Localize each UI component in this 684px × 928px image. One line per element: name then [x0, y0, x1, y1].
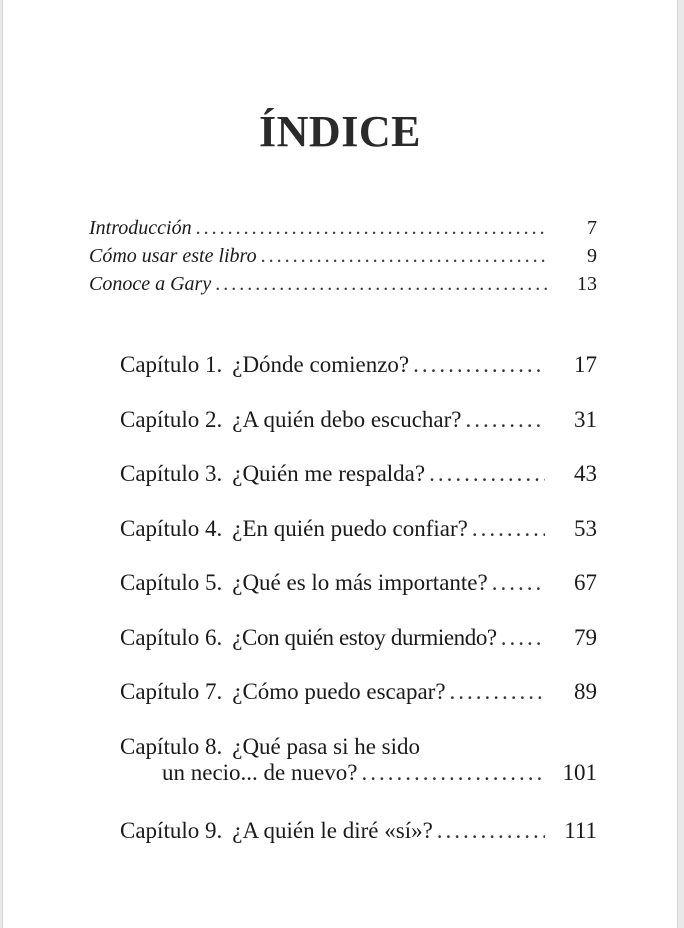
toc-page-number: 7 — [587, 217, 597, 239]
toc-page-number: 17 — [574, 352, 597, 377]
toc-page-number: 101 — [562, 759, 597, 785]
dot-leader — [215, 273, 549, 296]
toc-entry-meet-gary — [89, 273, 597, 301]
chapter-title: ¿Cómo puedo escapar? — [232, 679, 446, 704]
front-matter-list — [89, 217, 597, 301]
chapter-number: Capítulo 6. — [120, 624, 223, 650]
chapter-title-line-1: ¿Qué pasa si he sido — [232, 733, 421, 759]
chapter-title: ¿En quién puedo confiar? — [232, 515, 468, 541]
toc-page-number: 9 — [587, 245, 597, 267]
chapter-number: Capítulo 8. — [120, 733, 223, 759]
toc-page-number: 79 — [574, 624, 597, 650]
chapter-title: ¿Dónde comienzo? — [232, 352, 410, 377]
dot-leader — [492, 570, 545, 596]
dot-leader — [429, 461, 545, 487]
toc-chapter-9 — [120, 818, 597, 873]
toc-chapter-5 — [120, 570, 597, 625]
toc-page-number: 67 — [574, 570, 597, 595]
chapter-title-line-2: un necio... de nuevo? — [162, 759, 358, 785]
toc-chapter-1 — [120, 352, 597, 407]
chapter-title: ¿Qué es lo más importante? — [232, 570, 488, 595]
page-title: ÍNDICE — [259, 107, 421, 156]
toc-page-number: 31 — [574, 406, 597, 432]
dot-leader — [472, 516, 545, 542]
toc-page-number: 89 — [574, 679, 597, 704]
toc-page-number: 43 — [574, 461, 597, 486]
toc-chapter-4 — [120, 516, 597, 571]
dot-leader — [501, 625, 545, 651]
dot-leader — [466, 407, 546, 433]
dot-leader — [361, 760, 545, 786]
toc-page-number: 111 — [564, 817, 597, 843]
toc-chapter-8 — [120, 734, 597, 818]
chapter-number: Capítulo 3. — [120, 461, 223, 486]
chapter-number: Capítulo 1. — [120, 352, 223, 377]
dot-leader — [196, 217, 549, 240]
toc-entry-label: Conoce a Gary — [89, 273, 212, 295]
chapter-title: ¿A quién le diré «sí»? — [232, 817, 433, 843]
chapter-title: ¿Quién me respalda? — [232, 461, 426, 486]
toc-chapter-2 — [120, 407, 597, 462]
chapter-number: Capítulo 7. — [120, 679, 223, 704]
toc-chapter-3 — [120, 461, 597, 516]
dot-leader — [450, 679, 545, 705]
chapter-number: Capítulo 5. — [120, 570, 223, 595]
chapter-number: Capítulo 2. — [120, 406, 223, 432]
chapter-list — [120, 352, 597, 872]
dot-leader — [437, 818, 545, 844]
toc-entry-label: Introducción — [89, 217, 192, 239]
toc-entry-introduction — [89, 217, 597, 245]
toc-chapter-6 — [120, 625, 597, 680]
chapter-number: Capítulo 4. — [120, 515, 223, 541]
chapter-number: Capítulo 9. — [120, 817, 223, 843]
toc-chapter-7 — [120, 679, 597, 734]
toc-entry-how-to-use — [89, 245, 597, 273]
book-page — [2, 0, 678, 928]
dot-leader — [261, 245, 549, 268]
chapter-title: ¿Con quién estoy durmiendo? — [232, 624, 497, 650]
toc-entry-label: Cómo usar este libro — [89, 245, 257, 267]
chapter-title: ¿A quién debo escuchar? — [232, 406, 462, 432]
toc-page-number: 53 — [574, 515, 597, 541]
dot-leader — [413, 352, 545, 378]
toc-page-number: 13 — [577, 273, 597, 295]
